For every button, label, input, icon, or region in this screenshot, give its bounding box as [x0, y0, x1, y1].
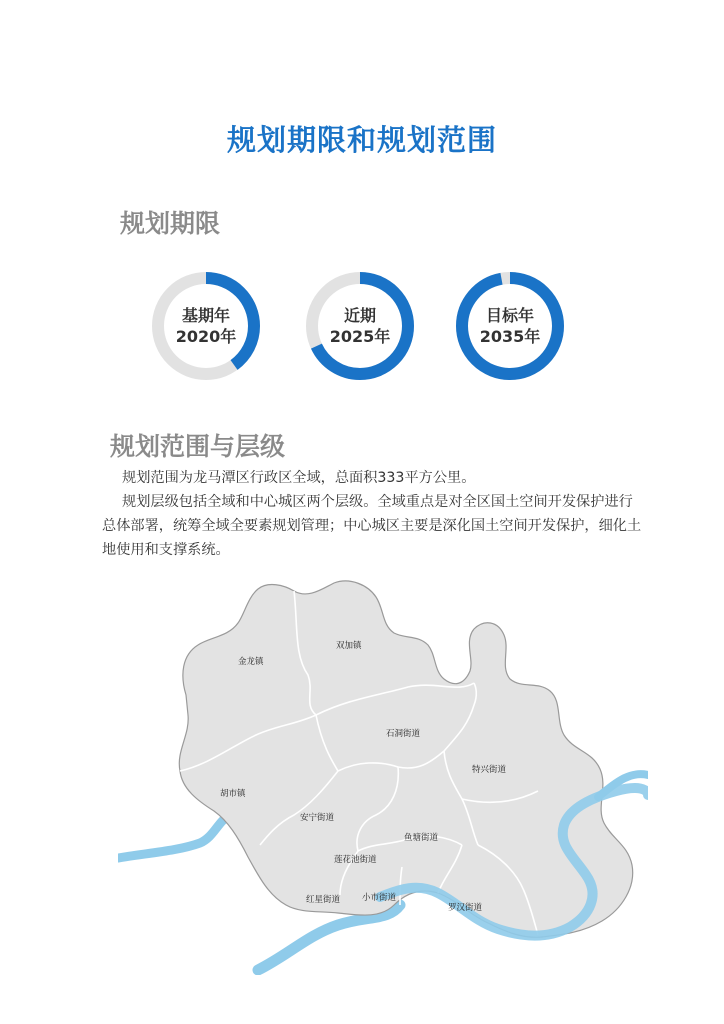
map-label-luohan: 罗汉街道: [448, 903, 483, 913]
river-lower: [258, 905, 400, 970]
map-label-anning: 安宁街道: [300, 813, 335, 823]
district-map: [118, 575, 648, 975]
ring-year: 2025年: [329, 327, 391, 346]
ring-near-term: [302, 268, 418, 384]
ring-label: 近期: [343, 306, 376, 325]
map-label-lianhuachi: 莲花池街道: [334, 855, 377, 865]
map-label-hushi: 胡市镇: [220, 789, 246, 799]
scope-paragraph: 规划范围为龙马潭区行政区全域，总面积333平方公里。: [122, 470, 476, 486]
map-label-xiaoshi: 小市街道: [362, 893, 397, 903]
ring-target-year: [452, 268, 568, 384]
section-heading-period: 规划期限: [120, 209, 221, 238]
ring-base-year: [148, 268, 264, 384]
ring-year: 2020年: [175, 327, 237, 346]
map-label-yutang: 鱼塘街道: [404, 833, 439, 843]
ring-year: 2035年: [479, 327, 541, 346]
section-heading-scope: 规划范围与层级: [110, 432, 286, 461]
ring-label: 目标年: [485, 306, 534, 325]
map-label-shuangjia: 双加镇: [336, 641, 362, 651]
ring-label: 基期年: [181, 306, 230, 325]
page-title: 规划期限和规划范围: [226, 123, 497, 157]
scope-paragraph: 规划层级包括全域和中心城区两个层级。全域重点是对全区国土空间开发保护进行总体部署，统筹全域全要素规划管理；中心城区主要是深化国土空间开发保护，细化土地使用和支撑系统。: [102, 494, 642, 558]
scope-description: [102, 466, 642, 562]
map-label-jinlong: 金龙镇: [238, 657, 264, 667]
district-map-drawing: [118, 575, 648, 975]
map-label-hongxing: 红星街道: [306, 895, 341, 905]
map-label-shidong: 石洞街道: [386, 729, 421, 739]
map-label-texing: 特兴街道: [472, 765, 507, 775]
